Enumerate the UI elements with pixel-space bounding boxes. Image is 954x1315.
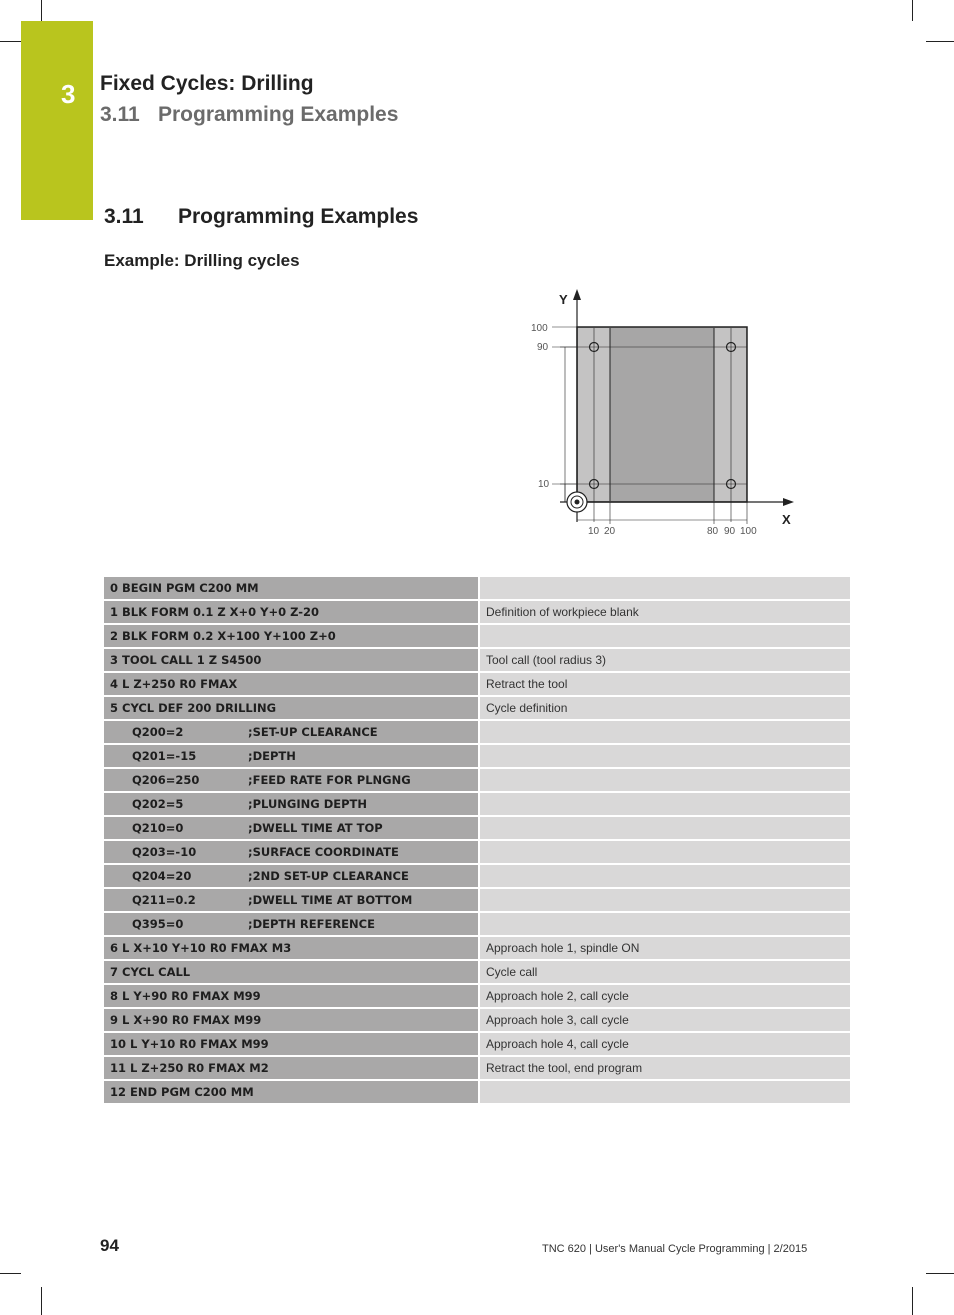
program-code-cell <box>104 840 479 864</box>
program-code-cell <box>104 888 479 912</box>
program-comment-cell <box>479 888 850 912</box>
program-comment-cell <box>479 577 850 600</box>
running-header-section <box>100 103 398 127</box>
cycle-parameter: Q395=0 <box>132 917 184 931</box>
program-comment-cell: Retract the tool <box>479 672 850 696</box>
program-row <box>104 864 850 888</box>
program-code-cell <box>104 1032 479 1056</box>
program-row <box>104 936 850 960</box>
program-code-cell <box>104 648 479 672</box>
cycle-parameter: Q204=20 <box>132 869 192 883</box>
cycle-parameter: Q203=-10 <box>132 845 197 859</box>
crop-mark <box>912 0 913 21</box>
program-comment-cell <box>479 720 850 744</box>
program-comment-cell: Approach hole 4, call cycle <box>479 1032 850 1056</box>
program-row <box>104 624 850 648</box>
program-row <box>104 792 850 816</box>
program-code-cell <box>104 624 479 648</box>
program-row <box>104 600 850 624</box>
crop-mark <box>912 1287 913 1315</box>
crop-mark <box>41 1287 42 1315</box>
program-row <box>104 744 850 768</box>
example-heading: Example: Drilling cycles <box>104 251 300 270</box>
crop-mark <box>0 41 21 42</box>
program-row <box>104 577 850 600</box>
program-block: 1 BLK FORM 0.1 Z X+0 Y+0 Z-20 <box>110 605 320 619</box>
program-block: 3 TOOL CALL 1 Z S4500 <box>110 653 262 667</box>
program-row <box>104 1056 850 1080</box>
cycle-parameter: Q210=0 <box>132 821 184 835</box>
program-row <box>104 840 850 864</box>
program-row <box>104 1008 850 1032</box>
program-code-cell <box>104 1008 479 1032</box>
program-comment-cell: Retract the tool, end program <box>479 1056 850 1080</box>
program-comment-cell <box>479 768 850 792</box>
program-code-cell <box>104 864 479 888</box>
program-comment-cell <box>479 840 850 864</box>
crop-mark <box>926 41 954 42</box>
program-comment-cell <box>479 912 850 936</box>
nc-program-table <box>104 577 850 1105</box>
running-header-chapter: Fixed Cycles: Drilling <box>100 72 314 95</box>
section-number: 3.11 <box>104 205 144 228</box>
program-code-cell <box>104 720 479 744</box>
program-block: 4 L Z+250 R0 FMAX <box>110 677 238 691</box>
cycle-parameter-label: ;DWELL TIME AT TOP <box>248 821 383 835</box>
cycle-parameter-label: ;FEED RATE FOR PLNGNG <box>248 773 411 787</box>
program-row <box>104 648 850 672</box>
program-block: 11 L Z+250 R0 FMAX M2 <box>110 1061 269 1075</box>
cycle-parameter: Q206=250 <box>132 773 200 787</box>
x-tick-label: 100 <box>740 526 757 537</box>
program-code-cell <box>104 792 479 816</box>
crop-mark <box>0 1273 21 1274</box>
program-comment-cell: Tool call (tool radius 3) <box>479 648 850 672</box>
x-tick-label: 80 <box>707 526 719 537</box>
chapter-tab <box>21 21 93 220</box>
program-code-cell <box>104 672 479 696</box>
program-block: 10 L Y+10 R0 FMAX M99 <box>110 1037 269 1051</box>
running-header-section-number: 3.11 <box>100 103 140 126</box>
y-tick-label: 90 <box>537 342 549 353</box>
program-code-cell <box>104 912 479 936</box>
program-comment-cell: Approach hole 3, call cycle <box>479 1008 850 1032</box>
program-block: 6 L X+10 Y+10 R0 FMAX M3 <box>110 941 292 955</box>
page-number: 94 <box>100 1236 119 1255</box>
program-code-cell <box>104 577 479 600</box>
program-comment-cell: Approach hole 2, call cycle <box>479 984 850 1008</box>
chapter-number: 3 <box>61 79 76 109</box>
program-block: 0 BEGIN PGM C200 MM <box>110 581 259 595</box>
program-comment-cell: Approach hole 1, spindle ON <box>479 936 850 960</box>
cycle-parameter-label: ;2ND SET-UP CLEARANCE <box>248 869 409 883</box>
cycle-parameter: Q211=0.2 <box>132 893 196 907</box>
program-comment-cell <box>479 864 850 888</box>
running-header-section-title: Programming Examples <box>158 103 399 126</box>
x-tick-label: 20 <box>604 526 616 537</box>
program-row <box>104 816 850 840</box>
program-row <box>104 768 850 792</box>
y-tick-label: 10 <box>538 479 550 490</box>
cycle-parameter-label: ;DEPTH <box>248 749 296 763</box>
cycle-parameter: Q202=5 <box>132 797 184 811</box>
program-block: 8 L Y+90 R0 FMAX M99 <box>110 989 261 1003</box>
program-comment-cell <box>479 744 850 768</box>
program-code-cell <box>104 744 479 768</box>
y-tick-label: 100 <box>531 323 548 334</box>
cycle-parameter: Q201=-15 <box>132 749 197 763</box>
section-heading <box>104 205 418 229</box>
program-row <box>104 984 850 1008</box>
program-comment-cell: Cycle call <box>479 960 850 984</box>
program-row <box>104 1080 850 1104</box>
x-tick-label: 90 <box>724 526 736 537</box>
program-code-cell <box>104 600 479 624</box>
program-row <box>104 696 850 720</box>
program-code-cell <box>104 936 479 960</box>
crop-mark <box>41 0 42 21</box>
program-block: 2 BLK FORM 0.2 X+100 Y+100 Z+0 <box>110 629 336 643</box>
program-comment-cell <box>479 624 850 648</box>
cycle-parameter-label: ;SET-UP CLEARANCE <box>248 725 378 739</box>
x-tick-label: 10 <box>588 526 600 537</box>
cycle-parameter-label: ;DEPTH REFERENCE <box>248 917 375 931</box>
y-axis-label: Y <box>559 292 568 307</box>
program-code-cell <box>104 960 479 984</box>
program-comment-cell: Definition of workpiece blank <box>479 600 850 624</box>
cycle-parameter-label: ;SURFACE COORDINATE <box>248 845 399 859</box>
program-comment-cell <box>479 792 850 816</box>
workpiece-drawing <box>520 286 800 542</box>
program-code-cell <box>104 696 479 720</box>
program-block: 9 L X+90 R0 FMAX M99 <box>110 1013 262 1027</box>
program-code-cell <box>104 984 479 1008</box>
cycle-parameter: Q200=2 <box>132 725 184 739</box>
program-comment-cell <box>479 1080 850 1104</box>
cycle-parameter-label: ;PLUNGING DEPTH <box>248 797 367 811</box>
workpiece-strip-right <box>714 328 746 501</box>
program-comment-cell: Cycle definition <box>479 696 850 720</box>
program-code-cell <box>104 1080 479 1104</box>
crop-mark <box>926 1273 954 1274</box>
footer-text: TNC 620 | User's Manual Cycle Programming | 2/2015 <box>542 1243 808 1255</box>
program-block: 5 CYCL DEF 200 DRILLING <box>110 701 277 715</box>
program-code-cell <box>104 1056 479 1080</box>
program-row <box>104 672 850 696</box>
x-axis-label: X <box>782 512 791 527</box>
program-block: 12 END PGM C200 MM <box>110 1085 254 1099</box>
program-row <box>104 912 850 936</box>
program-code-cell <box>104 768 479 792</box>
program-row <box>104 1032 850 1056</box>
program-row <box>104 888 850 912</box>
program-comment-cell <box>479 816 850 840</box>
section-title: Programming Examples <box>178 205 419 228</box>
program-row <box>104 960 850 984</box>
cycle-parameter-label: ;DWELL TIME AT BOTTOM <box>248 893 413 907</box>
program-block: 7 CYCL CALL <box>110 965 191 979</box>
program-row <box>104 720 850 744</box>
program-code-cell <box>104 816 479 840</box>
